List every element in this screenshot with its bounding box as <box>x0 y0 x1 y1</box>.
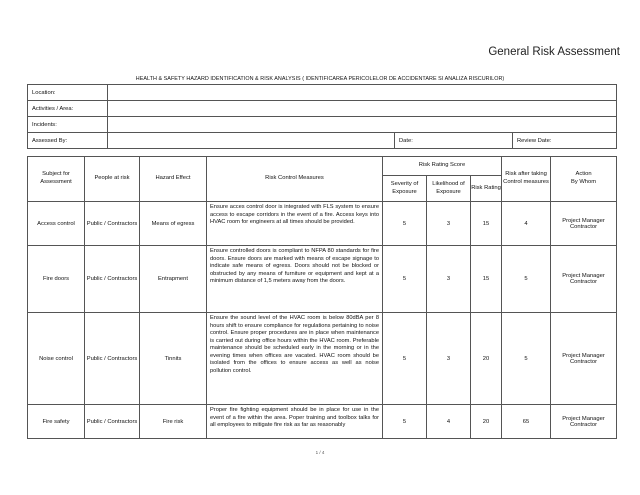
rating-cell: 20 <box>471 313 502 405</box>
risk-assessment-table <box>27 156 617 439</box>
header-by-whom: By Whom <box>570 179 597 185</box>
action-line-2: Contractor <box>569 279 598 285</box>
likelihood-cell: 4 <box>427 405 471 439</box>
activities-value[interactable] <box>108 101 617 117</box>
after-cell: 5 <box>502 246 551 313</box>
review-date-label: Review Date: <box>513 133 617 149</box>
measures-cell: Ensure the sound level of the HVAC room is below 80dBA per 8 hours shift to ensure compliance for regulations pertaining to noise control. Ensure proper procedures are in place when maintenance is carried out during office hours within the HVAC room. Preferable maintenance should be scheduled early in the morning or in the evening times when offices are vacated. HVAC room should be isolated from the offices to ensure access as well as noise pollution control. <box>207 313 383 405</box>
hazard-cell: Entrapment <box>140 246 207 313</box>
assessed-by-value[interactable] <box>108 133 395 149</box>
severity-cell: 5 <box>383 202 427 246</box>
people-cell: Public / Contractors <box>85 202 140 246</box>
header-rating-score: Risk Rating Score <box>383 157 502 176</box>
document-title: General Risk Assessment <box>488 46 620 58</box>
document-subtitle: HEALTH & SAFETY HAZARD IDENTIFICATION & RISK ANALYSIS ( IDENTIFICAREA PERICOLELOR DE ACCIDENTARE SI ANALIZA RISCURILOR) <box>135 76 505 82</box>
table-row <box>28 202 617 246</box>
action-line-1: Project Manager <box>562 273 605 279</box>
assessed-by-label: Assessed By: <box>28 133 108 149</box>
people-cell: Public / Contractors <box>85 313 140 405</box>
header-measures: Risk Control Measures <box>207 157 383 202</box>
likelihood-cell: 3 <box>427 202 471 246</box>
action-line-1: Project Manager <box>562 217 605 224</box>
action-line-2: Contractor <box>569 358 598 365</box>
location-label: Location: <box>28 85 108 101</box>
header-likelihood: Likelihood of Exposure <box>427 176 471 202</box>
location-value[interactable] <box>108 85 617 101</box>
subject-cell: Access control <box>28 202 85 246</box>
measures-cell: Ensure controlled doors is compliant to NFPA 80 standards for fire doors. Ensure doors are marked with means of escape signage to indicate safe means of egress. Doors should not be blocked or obstructed by any means of furniture or equipment and kept at a minimum distance of 1,5 meters away from the doors. <box>207 246 383 313</box>
table-row <box>28 246 617 313</box>
subject-cell: Noise control <box>28 313 85 405</box>
header-action <box>551 157 617 202</box>
people-cell: Public / Contractors <box>85 405 140 439</box>
measures-cell: Proper fire fighting equipment should be in place for use in the event of a fire within the area. Poper training and toolbox talks for all employees to mitigate fire risk as far as reasonably <box>207 405 383 439</box>
action-cell <box>551 202 617 246</box>
likelihood-cell: 3 <box>427 313 471 405</box>
rating-cell: 20 <box>471 405 502 439</box>
incidents-value[interactable] <box>108 117 617 133</box>
assessed-by-row <box>28 133 617 149</box>
table-row <box>28 313 617 405</box>
action-cell <box>551 313 617 405</box>
likelihood-cell: 3 <box>427 246 471 313</box>
rating-cell: 15 <box>471 202 502 246</box>
assessment-info-table <box>27 84 617 149</box>
date-label: Date: <box>395 133 513 149</box>
action-line-2: Contractor <box>569 421 598 428</box>
rating-cell: 15 <box>471 246 502 313</box>
after-cell: 65 <box>502 405 551 439</box>
action-line-1: Project Manager <box>562 352 605 359</box>
severity-cell: 5 <box>383 405 427 439</box>
header-people: People at risk <box>85 157 140 202</box>
action-line-2: Contractor <box>569 223 598 230</box>
subject-cell: Fire doors <box>28 246 85 313</box>
action-line-1: Project Manager <box>562 415 605 422</box>
incidents-label: Incidents: <box>28 117 108 133</box>
severity-cell: 5 <box>383 313 427 405</box>
hazard-cell: Means of egress <box>140 202 207 246</box>
page-number: 1 / 4 <box>315 450 325 455</box>
severity-cell: 5 <box>383 246 427 313</box>
header-risk-rating: Risk Rating <box>471 176 502 202</box>
after-cell: 5 <box>502 313 551 405</box>
hazard-cell: Fire risk <box>140 405 207 439</box>
action-cell <box>551 246 617 313</box>
header-row-1 <box>28 157 617 176</box>
incidents-row <box>28 117 617 133</box>
header-risk-after: Risk after taking Control measures <box>502 157 551 202</box>
action-cell <box>551 405 617 439</box>
activities-label: Activities / Area: <box>28 101 108 117</box>
header-severity: Severity of Exposure <box>383 176 427 202</box>
measures-cell: Ensure acces control door is integrated with FLS system to ensure access to escape corridors in the event of a fire. Access keys into HVAC room for engineers at all times should be provided. <box>207 202 383 246</box>
header-subject: Subject for Assessment <box>28 157 85 202</box>
after-cell: 4 <box>502 202 551 246</box>
activities-row <box>28 101 617 117</box>
header-hazard: Hazard Effect <box>140 157 207 202</box>
header-action-label: Action <box>575 171 592 178</box>
location-row <box>28 85 617 101</box>
table-row <box>28 405 617 439</box>
subject-cell: Fire safety <box>28 405 85 439</box>
hazard-cell: Tinnits <box>140 313 207 405</box>
people-cell: Public / Contractors <box>85 246 140 313</box>
